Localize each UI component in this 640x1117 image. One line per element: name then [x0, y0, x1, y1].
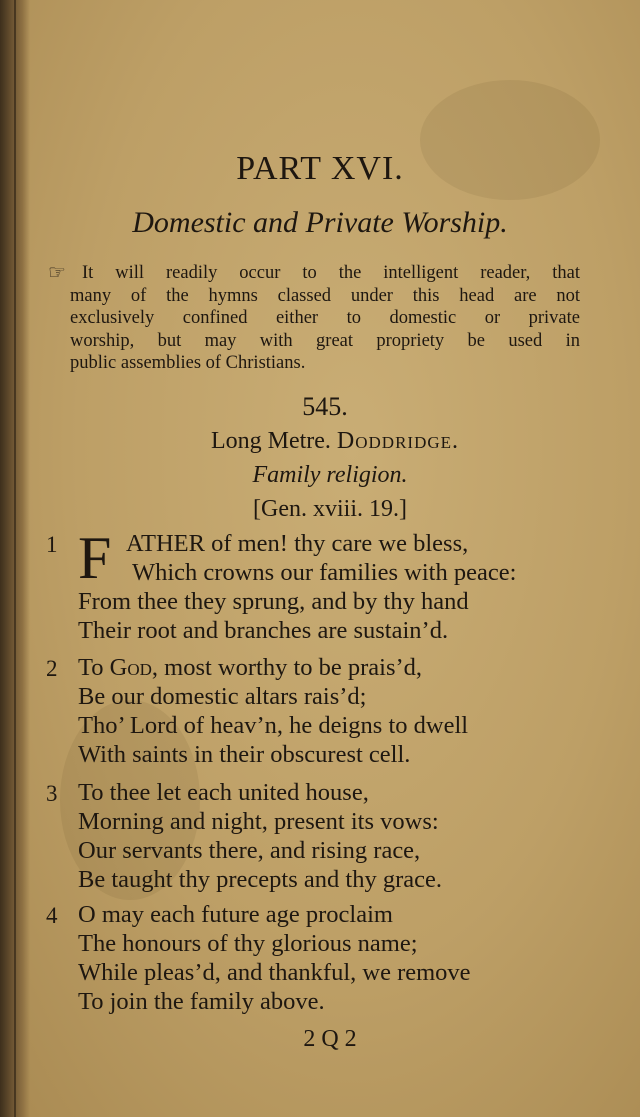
- note-line: public assemblies of Christians.: [70, 353, 306, 373]
- verse-line: Our servants there, and rising race,: [78, 837, 421, 864]
- note-line: exclusively confined either to domestic or private: [70, 308, 580, 328]
- verse-line: Be our domestic altars rais’d;: [78, 683, 367, 710]
- signature-mark: 2 Q 2: [303, 1026, 357, 1052]
- hymn-number: 545.: [302, 392, 348, 421]
- verse-line: With saints in their obscurest cell.: [78, 741, 411, 768]
- stanza-number: 2: [46, 656, 58, 681]
- hymn-meter-line: [0, 428, 640, 455]
- note-line: worship, but may with great propriety be used in: [70, 330, 580, 351]
- verse-line: While pleas’d, and thankful, we remove: [78, 959, 471, 986]
- stanza-number: 4: [46, 903, 58, 928]
- verse-line: Tho’ Lord of heav’n, he deigns to dwell: [78, 712, 469, 739]
- pointing-hand-icon: ☞: [48, 262, 66, 284]
- editorial-note: [48, 262, 580, 375]
- verse-line: From thee they sprung, and by thy hand: [78, 588, 469, 615]
- note-line: many of the hymns classed under this head are not: [70, 285, 580, 306]
- section-title: Domestic and Private Worship.: [132, 206, 508, 239]
- hymn-author: Doddridge.: [336, 428, 460, 454]
- verse-line: Morning and night, present its vows:: [78, 808, 439, 835]
- verse-line: [78, 654, 422, 682]
- hymn-meter: Long Metre.: [210, 428, 331, 454]
- scripture-reference: [Gen. xviii. 19.]: [253, 496, 407, 522]
- stanza-number: 1: [46, 532, 58, 557]
- verse-line: ATHER of men! thy care we bless,: [126, 530, 469, 557]
- hymn-subject: Family religion.: [252, 462, 408, 488]
- verse-line: Be taught thy precepts and thy grace.: [78, 866, 442, 893]
- verse-line: The honours of thy glorious name;: [78, 930, 418, 957]
- verse-line: O may each future age proclaim: [78, 901, 393, 928]
- note-line: ☞ It will readily occur to the intelligent reader, that: [48, 262, 580, 284]
- verse-line: Their root and branches are sustain’d.: [78, 617, 449, 644]
- verse-line-text: To God, most worthy to be prais’d,: [78, 654, 423, 681]
- drop-cap: F: [78, 525, 112, 591]
- stanza-number: 3: [46, 781, 58, 806]
- verse-line: To join the family above.: [78, 988, 325, 1015]
- verse-line: To thee let each united house,: [78, 779, 369, 806]
- part-title: PART XVI.: [236, 150, 404, 187]
- verse-line: Which crowns our families with peace:: [132, 559, 517, 586]
